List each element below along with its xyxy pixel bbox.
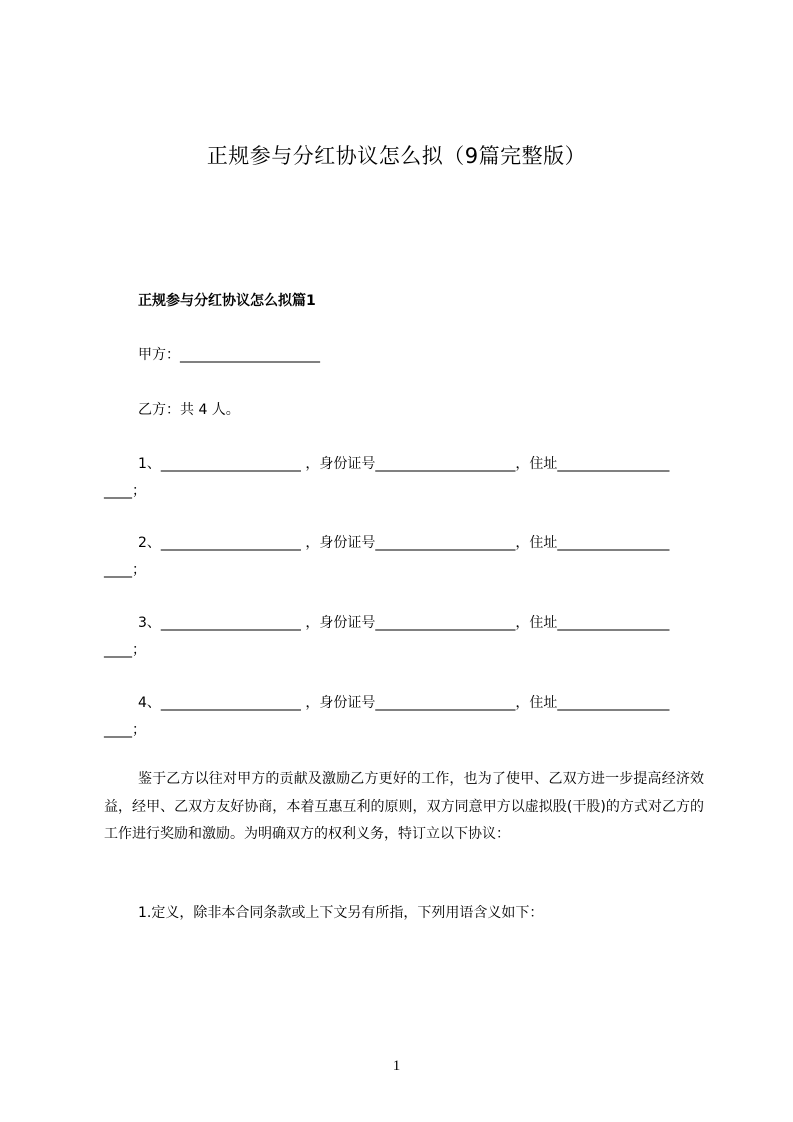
definition-clause: 1.定义，除非本合同条款或上下文另有所指，下列用语含义如下： (138, 905, 544, 921)
member-entry-line: 4、____________________ ，身份证号____________________，住址________________ (138, 695, 670, 711)
member-entry-2 (104, 530, 704, 584)
member-entry-line: 1、____________________ ，身份证号____________________，住址________________ (138, 456, 670, 472)
member-entry-line: 2、____________________ ，身份证号____________________，住址________________ (138, 535, 670, 551)
member-entry-continuation: ____； (104, 562, 146, 578)
section-heading: 正规参与分红协议怎么拟篇1 (138, 293, 316, 309)
party-b-line: 乙方：共 4 人。 (138, 402, 240, 418)
member-entry-4 (104, 690, 704, 744)
member-entry-line: 3、____________________ ，身份证号____________________，住址________________ (138, 615, 670, 631)
party-a-line: 甲方：____________________ (138, 347, 320, 363)
member-entry-continuation: ____； (104, 483, 146, 499)
preamble-paragraph: 鉴于乙方以往对甲方的贡献及激励乙方更好的工作，也为了使甲、乙双方进一步提高经济效益，经甲、乙双方友好协商，本着互惠互利的原则，双方同意甲方以虚拟股(干股)的方式对乙方的工作进行奖励和激励。为明确双方的权利义务，特订立以下协议： (104, 771, 704, 842)
member-entry-1 (104, 451, 704, 505)
member-entry-continuation: ____； (104, 642, 146, 658)
page-number: 1 (392, 1058, 401, 1074)
member-entry-3 (104, 610, 704, 664)
member-entry-continuation: ____； (104, 722, 146, 738)
document-title: 正规参与分红协议怎么拟（9篇完整版） (206, 144, 587, 168)
